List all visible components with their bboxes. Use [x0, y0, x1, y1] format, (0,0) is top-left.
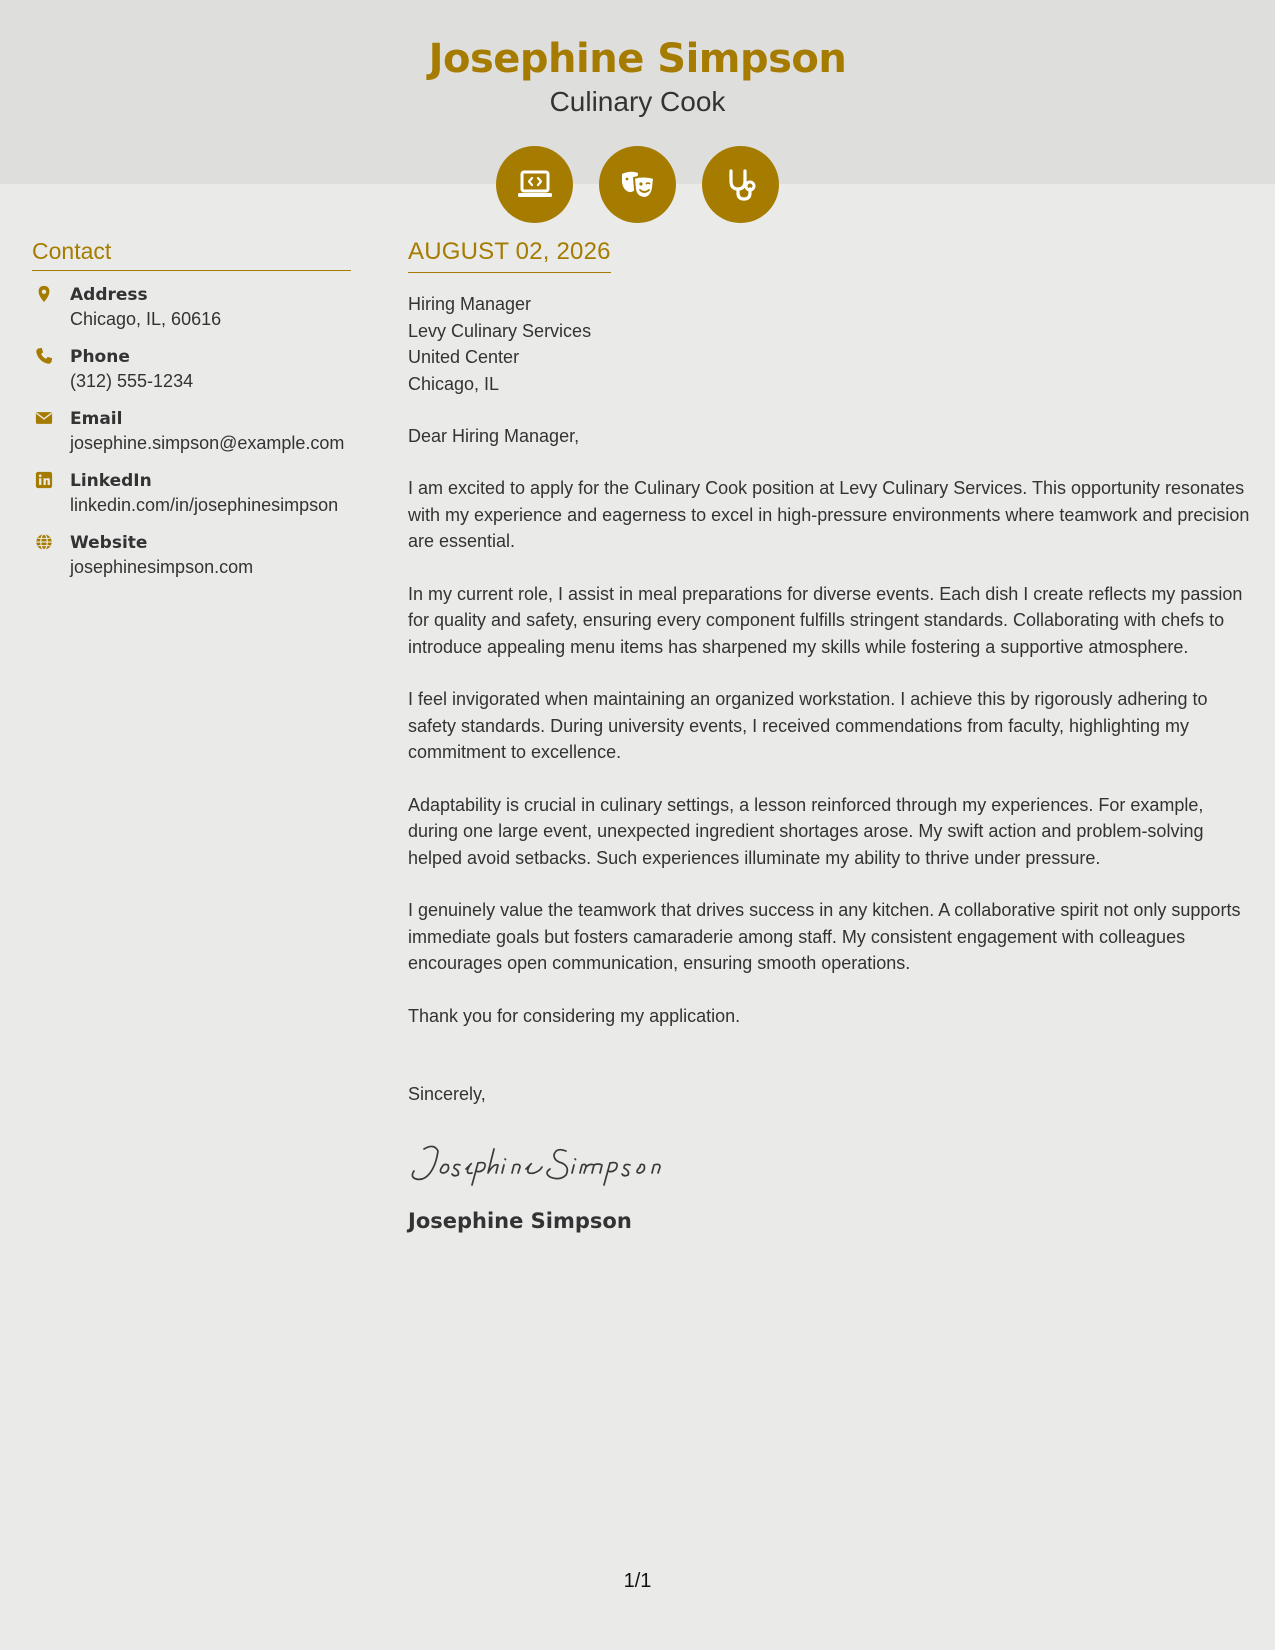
contact-label: Address	[70, 285, 148, 305]
contact-label: Email	[70, 409, 123, 429]
contact-value-address: Chicago, IL, 60616	[70, 309, 222, 329]
letter-paragraph: I feel invigorated when maintaining an organized workstation. I achieve this by rigorously adhering to safety standards. During university events, I received commendations from faculty, highlighting my commitment to excellence.	[408, 689, 1208, 762]
theater-masks-icon	[599, 146, 676, 223]
contact-item-phone	[32, 345, 351, 393]
contact-item-address	[32, 283, 351, 331]
contact-list	[32, 283, 351, 579]
contact-label: Phone	[70, 347, 130, 367]
letter-date: AUGUST 02, 2026	[408, 238, 611, 273]
contact-value-email[interactable]: josephine.simpson@example.com	[70, 433, 345, 453]
recipient-line: Hiring Manager	[408, 294, 532, 314]
job-title: Culinary Cook	[549, 86, 726, 117]
candidate-name: Josephine Simpson	[428, 36, 847, 82]
letter-paragraph: I genuinely value the teamwork that drives success in any kitchen. A collaborative spirit not only supports immediate goals but fosters camaraderie among staff. My consistent engagement with colleagues encourages open communication, ensuring smooth operations.	[408, 900, 1241, 973]
contact-sidebar	[32, 238, 351, 593]
letter-paragraph: Thank you for considering my application.	[408, 1005, 741, 1026]
signer-name: Josephine Simpson	[408, 1209, 632, 1233]
signature-drawing	[408, 1135, 668, 1191]
letter-paragraph: I am excited to apply for the Culinary Cook position at Levy Culinary Services. This opportunity resonates with my experience and eagerness to excel in high-pressure environments where teamwork and precision are essential.	[408, 478, 1250, 551]
handwritten-signature	[408, 1135, 1250, 1191]
contact-value-linkedin[interactable]: linkedin.com/in/josephinesimpson	[70, 495, 339, 515]
phone-icon	[32, 345, 70, 393]
recipient-line: Levy Culinary Services	[408, 320, 592, 341]
contact-item-website	[32, 531, 351, 579]
contact-heading: Contact	[32, 238, 351, 271]
contact-item-linkedin	[32, 469, 351, 517]
laptop-code-icon	[496, 146, 573, 223]
closing: Sincerely,	[408, 1084, 486, 1104]
contact-label: LinkedIn	[70, 471, 152, 491]
recipient-line: United Center	[408, 347, 520, 367]
letter-paragraph: Adaptability is crucial in culinary settings, a lesson reinforced through my experiences. For example, during one large event, unexpected ingredient shortages arose. My swift action and problem-solving helped avoid setbacks. Such experiences illuminate my ability to thrive under pressure.	[408, 794, 1204, 868]
recipient-line: Chicago, IL	[408, 373, 500, 394]
linkedin-icon	[32, 469, 70, 517]
contact-item-email	[32, 407, 351, 455]
contact-value-phone: (312) 555-1234	[70, 371, 194, 391]
globe-icon	[32, 531, 70, 579]
salutation: Dear Hiring Manager,	[408, 426, 580, 446]
stethoscope-icon	[702, 146, 779, 223]
interest-icons	[0, 146, 1275, 223]
recipient-block	[408, 291, 1250, 397]
contact-label: Website	[70, 533, 148, 553]
contact-value-website[interactable]: josephinesimpson.com	[70, 557, 254, 577]
page-number: 1/1	[623, 1570, 652, 1592]
envelope-icon	[32, 407, 70, 455]
map-pin-icon	[32, 283, 70, 331]
letter-body	[408, 238, 1250, 1233]
letter-paragraph: In my current role, I assist in meal preparations for diverse events. Each dish I create reflects my passion for quality and safety, ensuring every component fulfills stringent standards. Collaborating with chefs to introduce appealing menu items has sharpened my skills while fostering a supportive atmosphere.	[408, 583, 1243, 657]
